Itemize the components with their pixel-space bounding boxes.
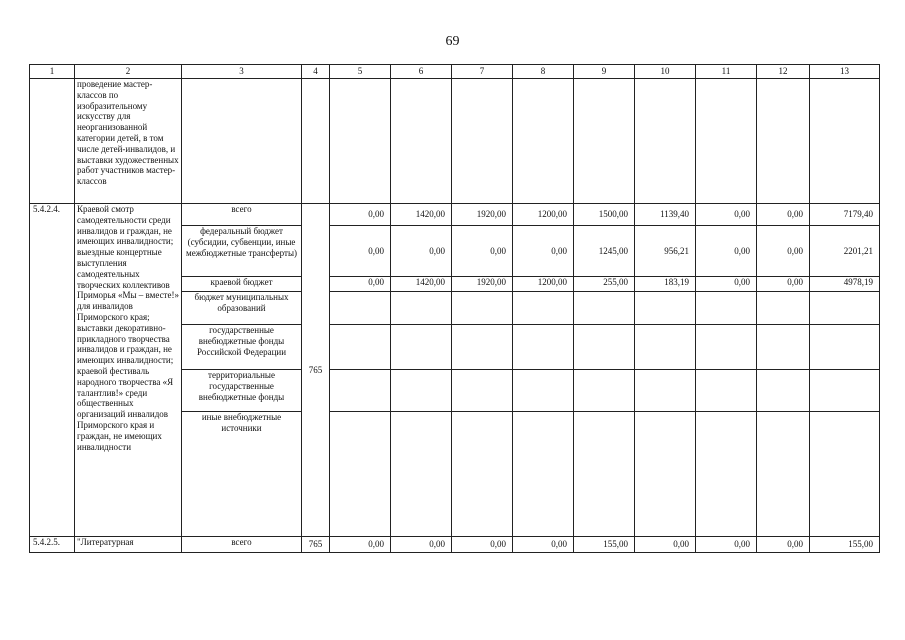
cell-empty xyxy=(182,79,302,204)
table-row xyxy=(30,204,880,226)
value-cell: 2201,21 xyxy=(810,226,880,277)
value-cell: 0,00 xyxy=(757,537,810,553)
header-cell: 4 xyxy=(302,65,330,79)
header-cell: 3 xyxy=(182,65,302,79)
value-cell: 183,19 xyxy=(635,277,696,292)
cell-empty xyxy=(452,412,513,537)
value-cell: 0,00 xyxy=(513,226,574,277)
value-cell: 7179,40 xyxy=(810,204,880,226)
funding-source: краевой бюджет xyxy=(182,277,302,292)
cell-empty xyxy=(30,79,75,204)
cell-empty xyxy=(635,292,696,325)
cell-empty xyxy=(696,325,757,370)
value-cell: 1200,00 xyxy=(513,277,574,292)
value-cell: 0,00 xyxy=(330,537,391,553)
item-code: 5.4.2.4. xyxy=(30,204,75,537)
header-cell: 9 xyxy=(574,65,635,79)
cell-empty xyxy=(757,325,810,370)
cell-empty xyxy=(391,325,452,370)
cell-empty xyxy=(810,325,880,370)
table-row xyxy=(30,537,880,553)
value-cell: 0,00 xyxy=(696,226,757,277)
cell-empty xyxy=(574,79,635,204)
cell-empty xyxy=(513,370,574,412)
value-cell: 0,00 xyxy=(452,226,513,277)
cell-empty xyxy=(330,325,391,370)
value-cell: 1920,00 xyxy=(452,204,513,226)
value-cell: 1245,00 xyxy=(574,226,635,277)
funding-source: всего xyxy=(182,204,302,226)
header-cell: 11 xyxy=(696,65,757,79)
item-code: 5.4.2.5. xyxy=(30,537,75,553)
value-cell: 1139,40 xyxy=(635,204,696,226)
cell-empty xyxy=(513,412,574,537)
table-row-continued xyxy=(30,79,880,204)
funding-source: территориальные государственные внебюджетные фонды xyxy=(182,370,302,412)
funding-source: иные внебюджетные источники xyxy=(182,412,302,537)
cell-empty xyxy=(302,79,330,204)
cell-empty xyxy=(757,292,810,325)
value-cell: 0,00 xyxy=(330,204,391,226)
cell-empty xyxy=(330,292,391,325)
header-cell: 12 xyxy=(757,65,810,79)
value-cell: 0,00 xyxy=(696,537,757,553)
value-cell: 0,00 xyxy=(452,537,513,553)
continued-description: проведение мастер-классов по изобразительному искусству для неорганизованной категории детей, в том числе детей-инвалидов, и выставки художественных работ участников мастер-классов xyxy=(75,79,182,204)
cell-empty xyxy=(391,292,452,325)
header-cell: 5 xyxy=(330,65,391,79)
cell-empty xyxy=(391,412,452,537)
header-cell: 6 xyxy=(391,65,452,79)
cell-empty xyxy=(574,325,635,370)
value-cell: 0,00 xyxy=(330,277,391,292)
value-cell: 0,00 xyxy=(757,204,810,226)
cell-empty xyxy=(696,370,757,412)
header-cell: 1 xyxy=(30,65,75,79)
cell-empty xyxy=(513,292,574,325)
value-cell: 0,00 xyxy=(391,226,452,277)
cell-empty xyxy=(810,79,880,204)
header-row xyxy=(30,65,880,79)
cell-empty xyxy=(635,370,696,412)
cell-empty xyxy=(635,412,696,537)
cell-empty xyxy=(810,412,880,537)
funding-source: всего xyxy=(182,537,302,553)
item-description: "Литературная xyxy=(75,537,182,553)
value-cell: 4978,19 xyxy=(810,277,880,292)
cell-empty xyxy=(574,370,635,412)
cell-empty xyxy=(757,412,810,537)
value-cell: 155,00 xyxy=(810,537,880,553)
value-cell: 0,00 xyxy=(696,204,757,226)
cell-empty xyxy=(635,79,696,204)
funding-source: бюджет муниципальных образований xyxy=(182,292,302,325)
header-cell: 7 xyxy=(452,65,513,79)
cell-empty xyxy=(696,292,757,325)
cell-empty xyxy=(452,79,513,204)
cell-empty xyxy=(330,412,391,537)
cell-empty xyxy=(696,412,757,537)
header-cell: 13 xyxy=(810,65,880,79)
col4-code: 765 xyxy=(302,537,330,553)
value-cell: 0,00 xyxy=(513,537,574,553)
header-cell: 8 xyxy=(513,65,574,79)
header-cell: 10 xyxy=(635,65,696,79)
page-number: 69 xyxy=(445,34,460,49)
value-cell: 0,00 xyxy=(330,226,391,277)
col4-code: 765 xyxy=(302,204,330,537)
cell-empty xyxy=(757,79,810,204)
cell-empty xyxy=(757,370,810,412)
cell-empty xyxy=(330,370,391,412)
cell-empty xyxy=(330,79,391,204)
cell-empty xyxy=(696,79,757,204)
budget-table xyxy=(29,64,880,553)
cell-empty xyxy=(452,370,513,412)
value-cell: 0,00 xyxy=(696,277,757,292)
cell-empty xyxy=(513,79,574,204)
funding-source: федеральный бюджет (субсидии, субвенции, иные межбюджетные трансферты) xyxy=(182,226,302,277)
value-cell: 1200,00 xyxy=(513,204,574,226)
value-cell: 1420,00 xyxy=(391,204,452,226)
value-cell: 155,00 xyxy=(574,537,635,553)
value-cell: 1920,00 xyxy=(452,277,513,292)
value-cell: 0,00 xyxy=(635,537,696,553)
cell-empty xyxy=(513,325,574,370)
cell-empty xyxy=(574,292,635,325)
header-cell: 2 xyxy=(75,65,182,79)
cell-empty xyxy=(635,325,696,370)
item-description: Краевой смотр самодеятельности среди инвалидов и граждан, не имеющих инвалидности; выездные концертные выступления самодеятельных творческих коллективов Приморья «Мы – вместе!» для инвалидов Приморского края; выставки декоративно-прикладного творчества инвалидов и граждан, не имеющих инвалидности; краевой фестиваль народного творчества «Я талантлив!» среди общественных организаций инвалидов Приморского края и граждан, не имеющих инвалидности xyxy=(75,204,182,537)
cell-empty xyxy=(452,325,513,370)
value-cell: 255,00 xyxy=(574,277,635,292)
value-cell: 956,21 xyxy=(635,226,696,277)
cell-empty xyxy=(810,292,880,325)
cell-empty xyxy=(574,412,635,537)
value-cell: 0,00 xyxy=(391,537,452,553)
value-cell: 0,00 xyxy=(757,226,810,277)
value-cell: 0,00 xyxy=(757,277,810,292)
value-cell: 1420,00 xyxy=(391,277,452,292)
cell-empty xyxy=(810,370,880,412)
cell-empty xyxy=(452,292,513,325)
funding-source: государственные внебюджетные фонды Российской Федерации xyxy=(182,325,302,370)
value-cell: 1500,00 xyxy=(574,204,635,226)
cell-empty xyxy=(391,79,452,204)
cell-empty xyxy=(391,370,452,412)
